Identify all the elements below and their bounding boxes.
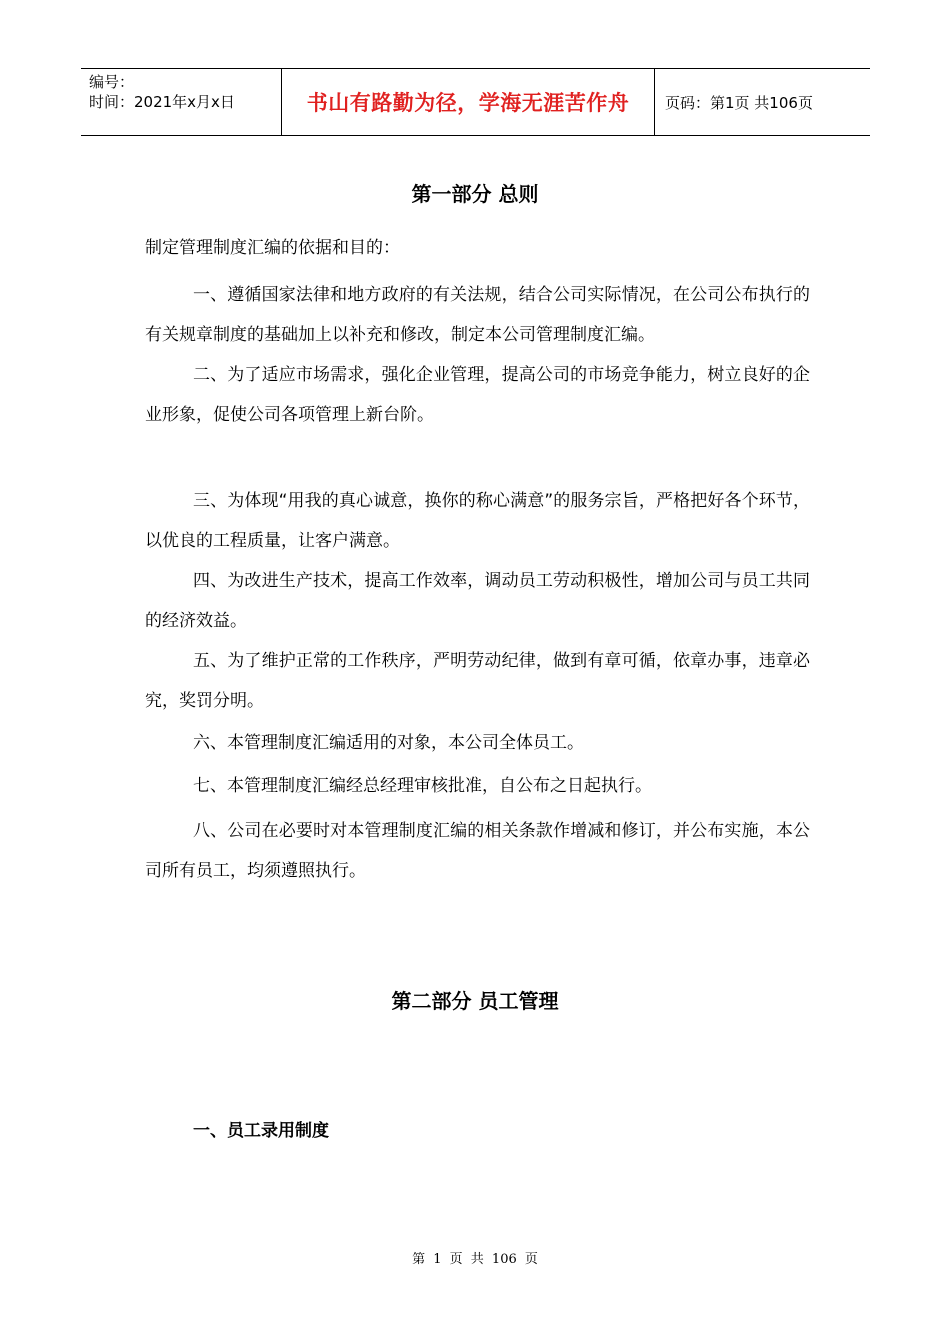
document-date-label: 时间：2021年x月x日 — [89, 93, 235, 111]
page-header — [81, 68, 870, 136]
part1-item-3: 三、为体现“用我的真心诚意，换你的称心满意”的服务宗旨，严格把好各个环节，以优良的工程质量，让客户满意。 — [145, 491, 810, 551]
header-page-info-cell — [655, 69, 870, 135]
part1-item-8: 八、公司在必要时对本管理制度汇编的相关条款作增减和修订，并公布实施，本公司所有员工，均须遵照执行。 — [145, 821, 810, 881]
part1-item-5: 五、为了维护正常的工作秩序，严明劳动纪律，做到有章可循，依章办事，违章必究，奖罚分明。 — [145, 651, 810, 711]
header-motto: 书山有路勤为径，学海无涯苦作舟 — [306, 91, 630, 115]
header-motto-cell — [281, 69, 655, 135]
part1-item-2: 二、为了适应市场需求，强化企业管理，提高公司的市场竞争能力，树立良好的企业形象，促使公司各项管理上新台阶。 — [145, 365, 810, 425]
header-meta — [81, 69, 281, 135]
part1-item-6: 六、本管理制度汇编适用的对象，本公司全体员工。 — [193, 733, 584, 753]
part1-intro: 制定管理制度汇编的依据和目的： — [145, 238, 400, 258]
part1-item-7: 七、本管理制度汇编经总经理审核批准，自公布之日起执行。 — [193, 776, 652, 796]
page-footer: 第 1 页 共 106 页 — [412, 1252, 538, 1267]
part2-title: 第二部分 员工管理 — [391, 989, 559, 1013]
header-page-info: 页码：第1页 共106页 — [665, 93, 813, 112]
part1-item-1: 一、遵循国家法律和地方政府的有关法规，结合公司实际情况，在公司公布执行的有关规章制度的基础加上以补充和修改，制定本公司管理制度汇编。 — [145, 285, 810, 345]
document-number-label: 编号： — [89, 73, 135, 91]
part1-item-4: 四、为改进生产技术，提高工作效率，调动员工劳动积极性，增加公司与员工共同的经济效益。 — [145, 571, 810, 631]
part1-title: 第一部分 总则 — [411, 182, 539, 206]
part2-subheading: 一、员工录用制度 — [193, 1121, 329, 1141]
